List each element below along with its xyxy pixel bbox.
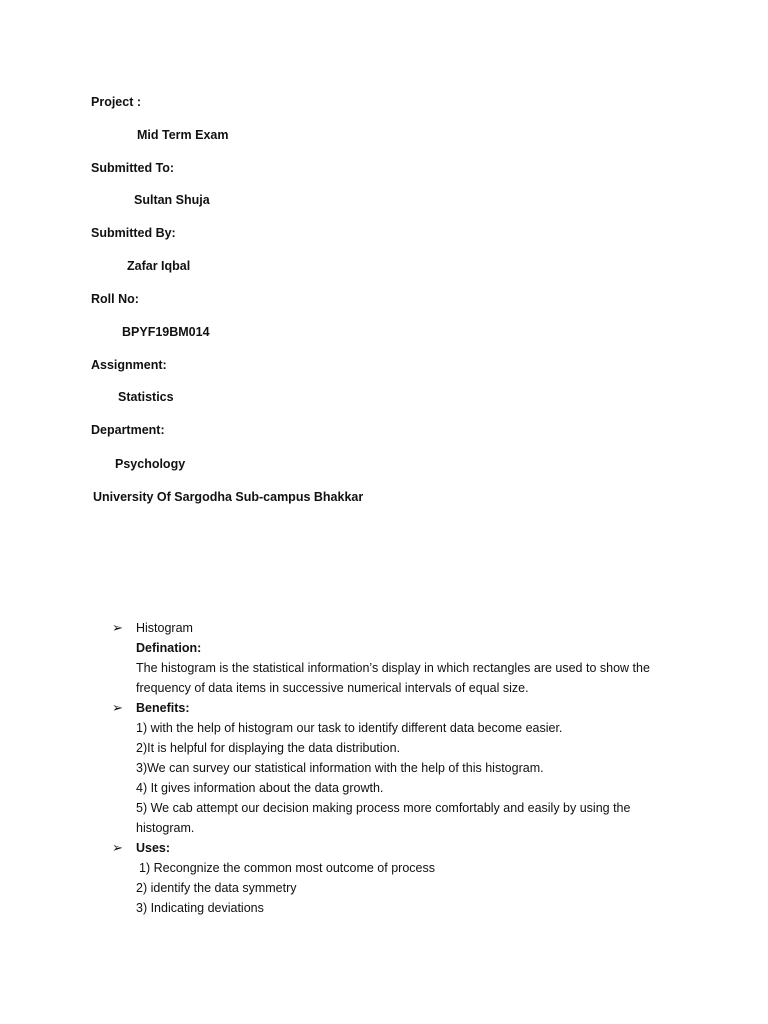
department-label: Department: [91, 423, 165, 437]
university-name: University Of Sargodha Sub-campus Bhakkar [93, 490, 364, 504]
definition-text: The histogram is the statistical information’s display in which rectangles are used to show the frequency of data items in successive numerical intervals of equal size. [136, 661, 650, 695]
submitted-by-value: Zafar Iqbal [127, 259, 191, 273]
definition-heading: Defination: [136, 641, 202, 655]
submitted-by-label: Submitted By: [91, 226, 176, 240]
benefit-item: 3)We can survey our statistical information with the help of this histogram. [136, 761, 544, 775]
uses-title: Uses: [136, 841, 171, 855]
submitted-to-value: Sultan Shuja [134, 193, 210, 207]
benefit-item: 5) We cab attempt our decision making process more comfortably and easily by using the histogram. [136, 801, 631, 835]
assignment-label: Assignment: [91, 358, 167, 372]
roll-no-label: Roll No: [91, 292, 139, 306]
benefit-item: 1) with the help of histogram our task to identify different data become easier. [136, 721, 563, 735]
benefits-title: Benefits: [136, 701, 190, 715]
project-label: Project : [91, 95, 142, 109]
department-value: Psychology [115, 457, 186, 471]
use-item: 3) Indicating deviations [136, 901, 264, 915]
arrow-bullet-icon: ➢ [112, 620, 123, 635]
benefit-item: 2)It is helpful for displaying the data distribution. [136, 741, 401, 755]
project-value: Mid Term Exam [137, 128, 229, 142]
roll-no-value: BPYF19BM014 [122, 325, 210, 339]
arrow-bullet-icon: ➢ [112, 840, 123, 855]
use-item: 2) identify the data symmetry [136, 881, 297, 895]
use-item: 1) Recongnize the common most outcome of process [139, 861, 435, 875]
assignment-value: Statistics [118, 390, 174, 404]
submitted-to-label: Submitted To: [91, 161, 175, 175]
arrow-bullet-icon: ➢ [112, 700, 123, 715]
benefit-item: 4) It gives information about the data growth. [136, 781, 384, 795]
histogram-title: Histogram [136, 621, 193, 635]
